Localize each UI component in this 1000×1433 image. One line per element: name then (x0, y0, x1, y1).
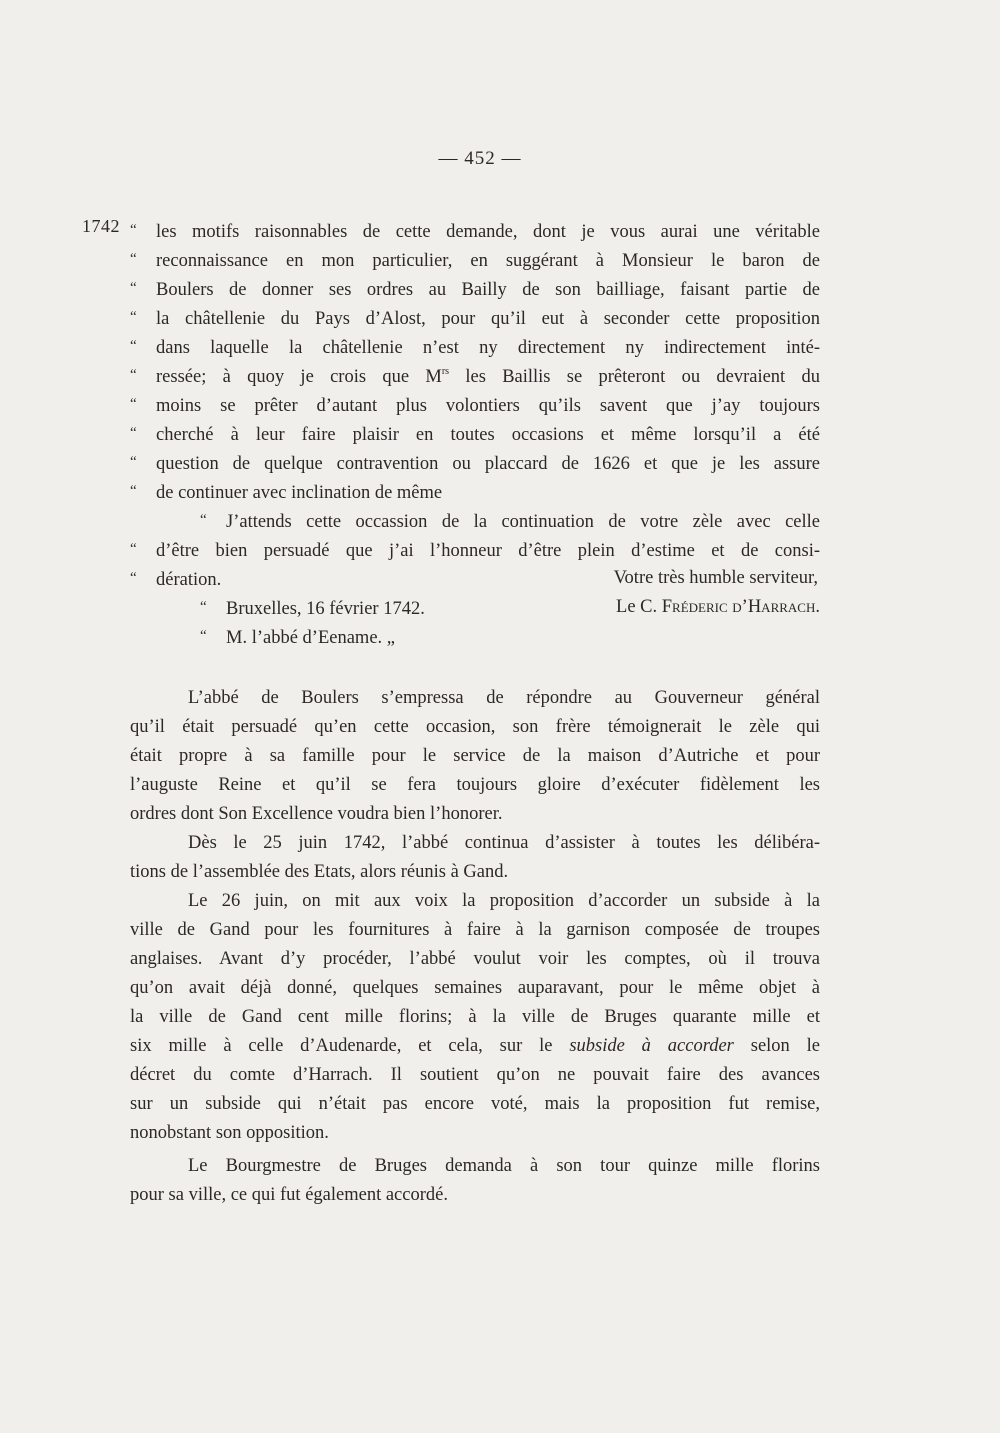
paragraph: Dès le 25 juin 1742, l’abbé continua d’assister à toutes les délibéra- tions de l’assemblée des Etats, alors réunis à Gand. (130, 833, 820, 882)
margin-year: 1742 (82, 216, 120, 236)
paragraph: Le Bourgmestre de Bruges demanda à son tour quinze mille florins pour sa ville, ce qui fut également accordé. (130, 1156, 820, 1205)
letter-line: “ cherché à leur faire plaisir en toutes occasions et même lorsqu’il a été (130, 425, 820, 445)
paragraph: L’abbé de Boulers s’empressa de répondre au Gouverneur général qu’il était persuadé qu’en cette occasion, son frère témoignerait le zèle qui était propre à sa famille pour le service de la maison d’Autriche et pour l’auguste Reine et qu’il se fera toujours gloire d’exécuter fidèlement les ordres dont Son Excellence voudra bien l’honorer. (130, 688, 820, 824)
signature: Le C. Fréderic d’Harrach. (616, 597, 820, 617)
letter-line: “ dans laquelle la châtellenie n’est ny directement ny indirectement inté- (130, 338, 820, 358)
letter-line: “ la châtellenie du Pays d’Alost, pour qu’il eut à seconder cette proposition (130, 309, 820, 329)
letter-quote (130, 216, 820, 651)
letter-line: “ dération. Votre très humble serviteur, (130, 564, 820, 593)
page-number: — 452 — (438, 148, 522, 169)
paragraph: Le 26 juin, on mit aux voix la proposition d’accorder un subside à la ville de Gand pour les fournitures à faire à la garnison composée de troupes anglaises. Avant d’y procéder, l’abbé voulut voir les comptes, où il trouva qu’on avait déjà donné, quelques semaines auparavant, pour le même objet à la ville de Gand cent mille florins; à la ville de Bruges quarante mille et six mille à celle d’Audenarde, et cela, sur le subside à accorder selon le décret du comte d’Harrach. Il soutient qu’on ne pouvait faire des avances sur un subside qui n’était pas encore voté, mais la proposition fut remise, nonobstant son opposition. (130, 891, 820, 1143)
narrative (130, 684, 820, 1210)
addressee-row: “ M. l’abbé d’Eename. „ (200, 628, 395, 648)
superscript: rs (441, 366, 450, 377)
letter-line: “ question de quelque contravention ou placcard de 1626 et que je les assure (130, 454, 820, 474)
closing: Votre très humble serviteur, (613, 568, 818, 588)
italic-phrase: subside à accorder (569, 1036, 734, 1056)
letter-line: “ reconnaissance en mon particulier, en suggérant à Monsieur le baron de (130, 251, 820, 271)
letter-line: “ ressée; à quoy je crois que $M^{rs}$ les Baillis se prêteront ou devraient du (130, 366, 820, 387)
letter-line: “ moins se prêter d’autant plus volontiers qu’ils savent que j’ay toujours (130, 396, 820, 416)
place-date-row: “ Bruxelles, 16 février 1742. Le C. Fréderic d’Harrach. (130, 593, 820, 622)
letter-line: “ J’attends cette occassion de la continuation de votre zèle avec celle (200, 512, 820, 532)
letter-line: “ d’être bien persuadé que j’ai l’honneur d’être plein d’estime et de consi- (130, 541, 820, 561)
addressee: M. l’abbé d’Eename. „ (226, 628, 395, 648)
letter-line: “ Boulers de donner ses ordres au Bailly de son bailliage, faisant partie de (130, 280, 820, 300)
letter-line: “ les motifs raisonnables de cette demande, dont je vous aurai une véritable (130, 222, 820, 242)
letter-line: “ de continuer avec inclination de même (130, 483, 443, 503)
place-date: Bruxelles, 16 février 1742. (226, 599, 425, 619)
